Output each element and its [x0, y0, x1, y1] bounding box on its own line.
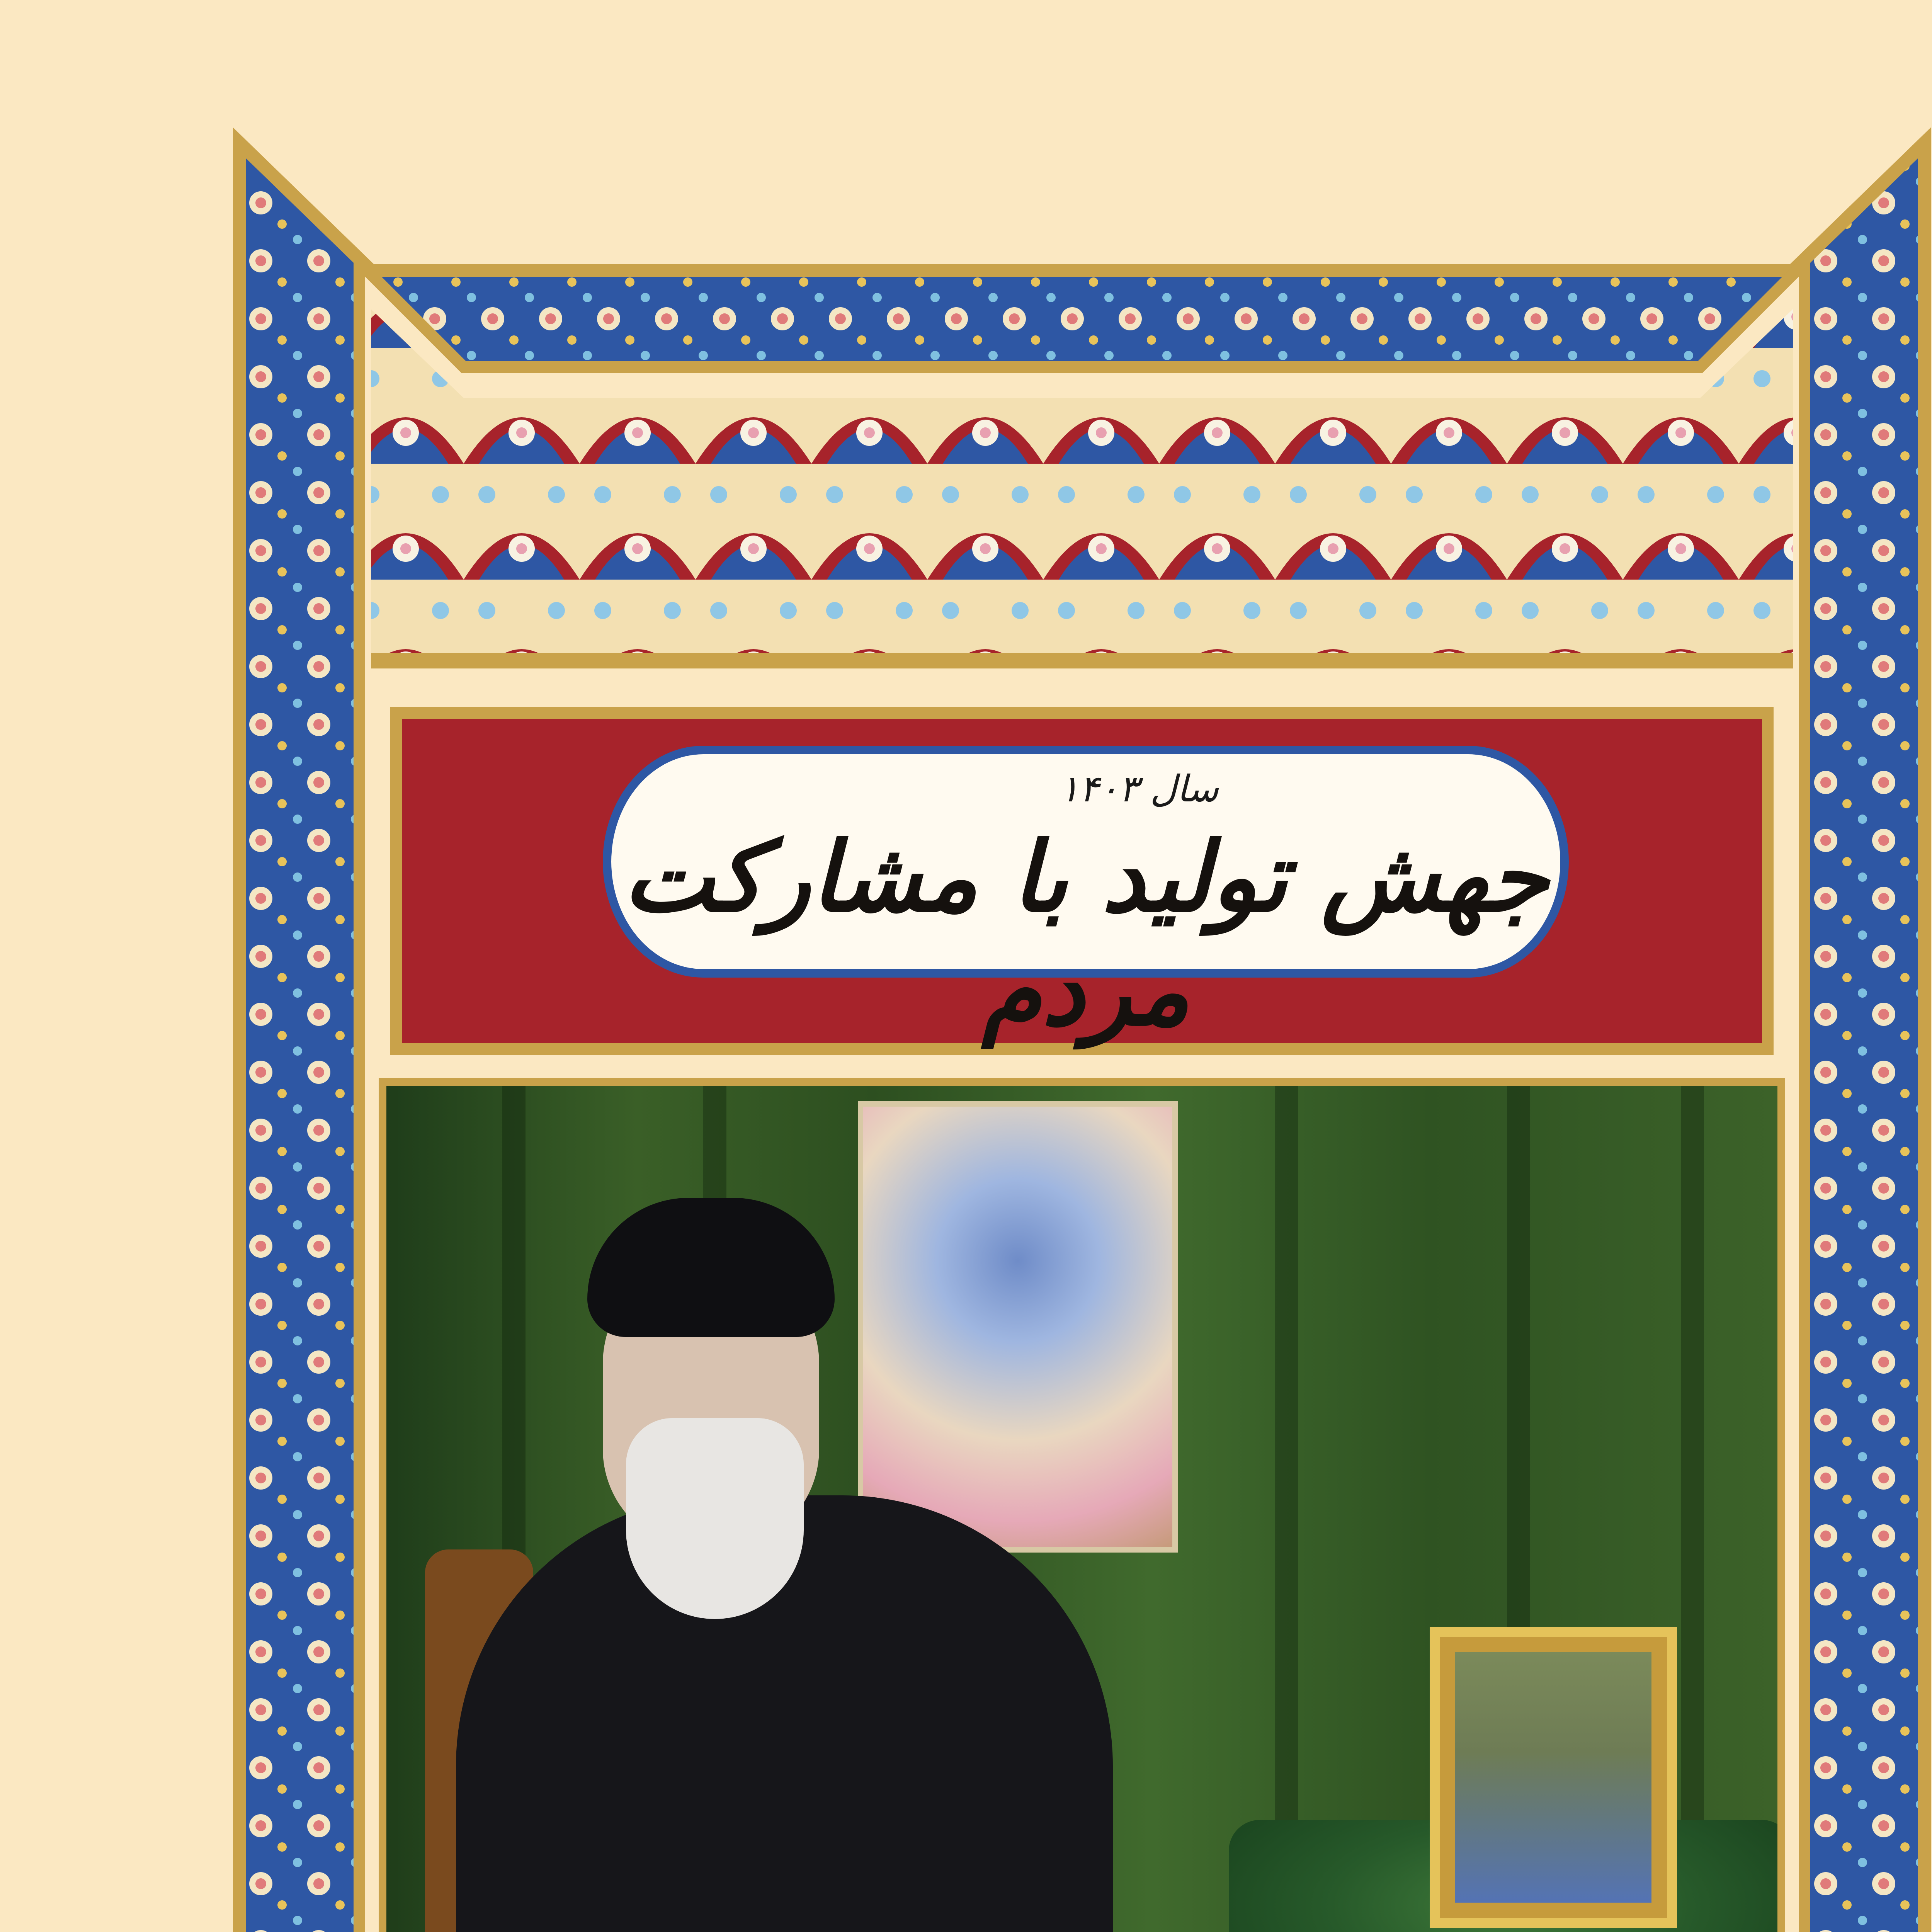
portrait-image — [1455, 1652, 1651, 1903]
curtain-fold — [1681, 1086, 1704, 1932]
slogan-cartouche — [603, 746, 1569, 1047]
speaker-beard — [626, 1418, 804, 1619]
slogan-text: جهش تولید با مشارکت مردم — [623, 820, 1549, 1047]
photo — [379, 1078, 1785, 1932]
slogan-year: سال ۱۴۰۳ — [1060, 768, 1219, 810]
speaker-turban — [587, 1198, 835, 1337]
curtain-fold — [1275, 1086, 1298, 1932]
wall-painting — [858, 1101, 1178, 1553]
framed-portrait — [1430, 1627, 1677, 1928]
